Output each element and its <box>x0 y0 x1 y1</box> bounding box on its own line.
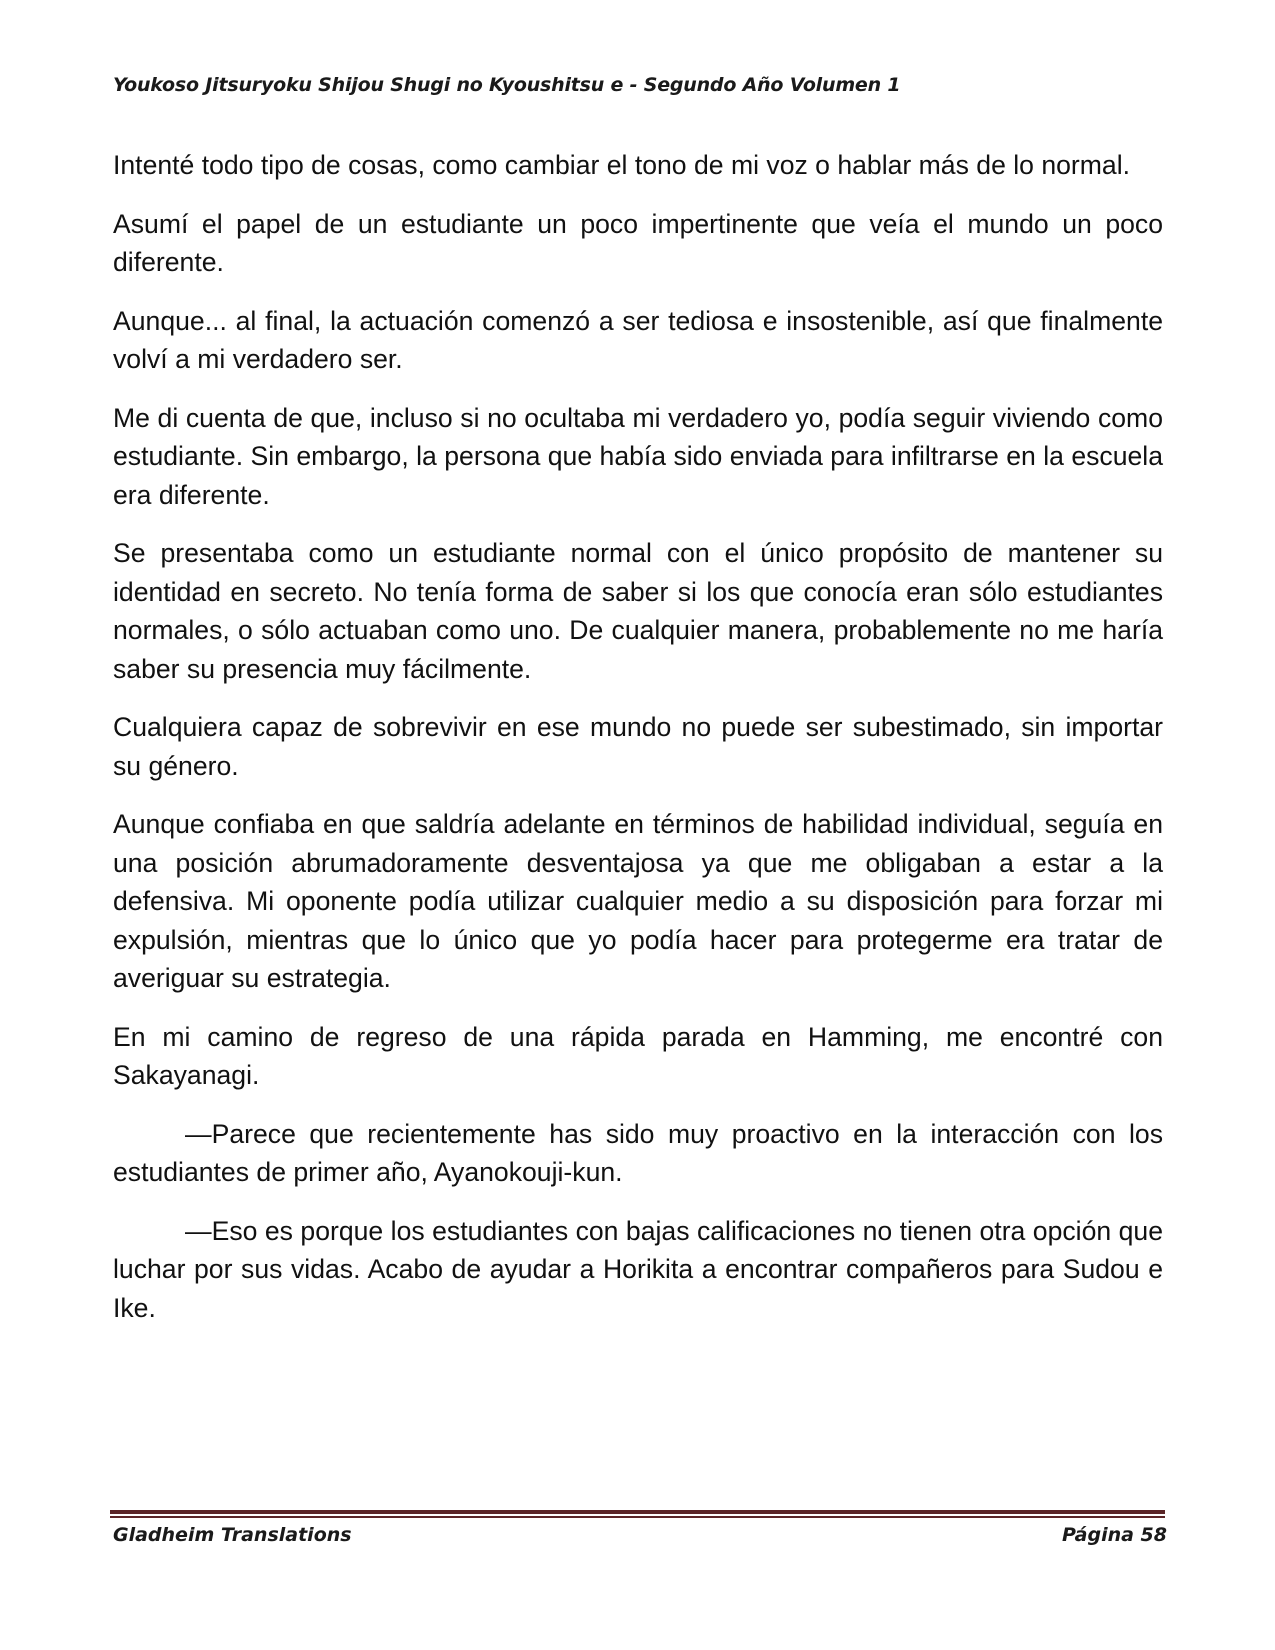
paragraph: Aunque confiaba en que saldría adelante en términos de habilidad individual, seguía en una posición abrumadoramente desventajosa ya que me obligaban a estar a la defensiva. Mi oponente podía utilizar cualquier medio a su disposición para forzar mi expulsión, mientras que lo único que yo podía hacer para protegerme era tratar de averiguar su estrategia. <box>113 809 1163 993</box>
footer-credit: Gladheim Translations <box>113 1524 352 1546</box>
dialogue-paragraph: —Parece que recientemente has sido muy proactivo en la interacción con los estudiantes de primer año, Ayanokouji-kun. <box>113 1118 1163 1187</box>
paragraph: Intenté todo tipo de cosas, como cambiar el tono de mi voz o hablar más de lo normal. <box>113 150 1131 180</box>
paragraph: Cualquiera capaz de sobrevivir en ese mundo no puede ser subestimado, sin importar su género. <box>113 712 1163 781</box>
paragraph: Se presentaba como un estudiante normal con el único propósito de mantener su identidad en secreto. No tenía forma de saber si los que conocía eran sólo estudiantes normales, o sólo actuaban como uno. De cualquier manera, probablemente no me haría saber su presencia muy fácilmente. <box>113 538 1163 684</box>
footer-rule <box>110 1510 1165 1518</box>
page-number: Página 58 <box>1061 1524 1167 1546</box>
paragraph: Asumí el papel de un estudiante un poco impertinente que veía el mundo un poco diferente. <box>113 208 1163 277</box>
body-text <box>113 146 1163 1347</box>
running-header: Youkoso Jitsuryoku Shijou Shugi no Kyoushitsu e - Segundo Año Volumen 1 <box>113 74 901 96</box>
paragraph: Me di cuenta de que, incluso si no ocultaba mi verdadero yo, podía seguir viviendo como estudiante. Sin embargo, la persona que había sido enviada para infiltrarse en la escuela era diferente. <box>113 402 1163 510</box>
paragraph: Aunque... al final, la actuación comenzó a ser tediosa e insostenible, así que finalmente volví a mi verdadero ser. <box>113 305 1163 374</box>
dialogue-paragraph: —Eso es porque los estudiantes con bajas calificaciones no tienen otra opción que luchar por sus vidas. Acabo de ayudar a Horikita a encontrar compañeros para Sudou e Ike. <box>113 1215 1163 1323</box>
paragraph: En mi camino de regreso de una rápida parada en Hamming, me encontré con Sakayanagi. <box>113 1021 1163 1090</box>
